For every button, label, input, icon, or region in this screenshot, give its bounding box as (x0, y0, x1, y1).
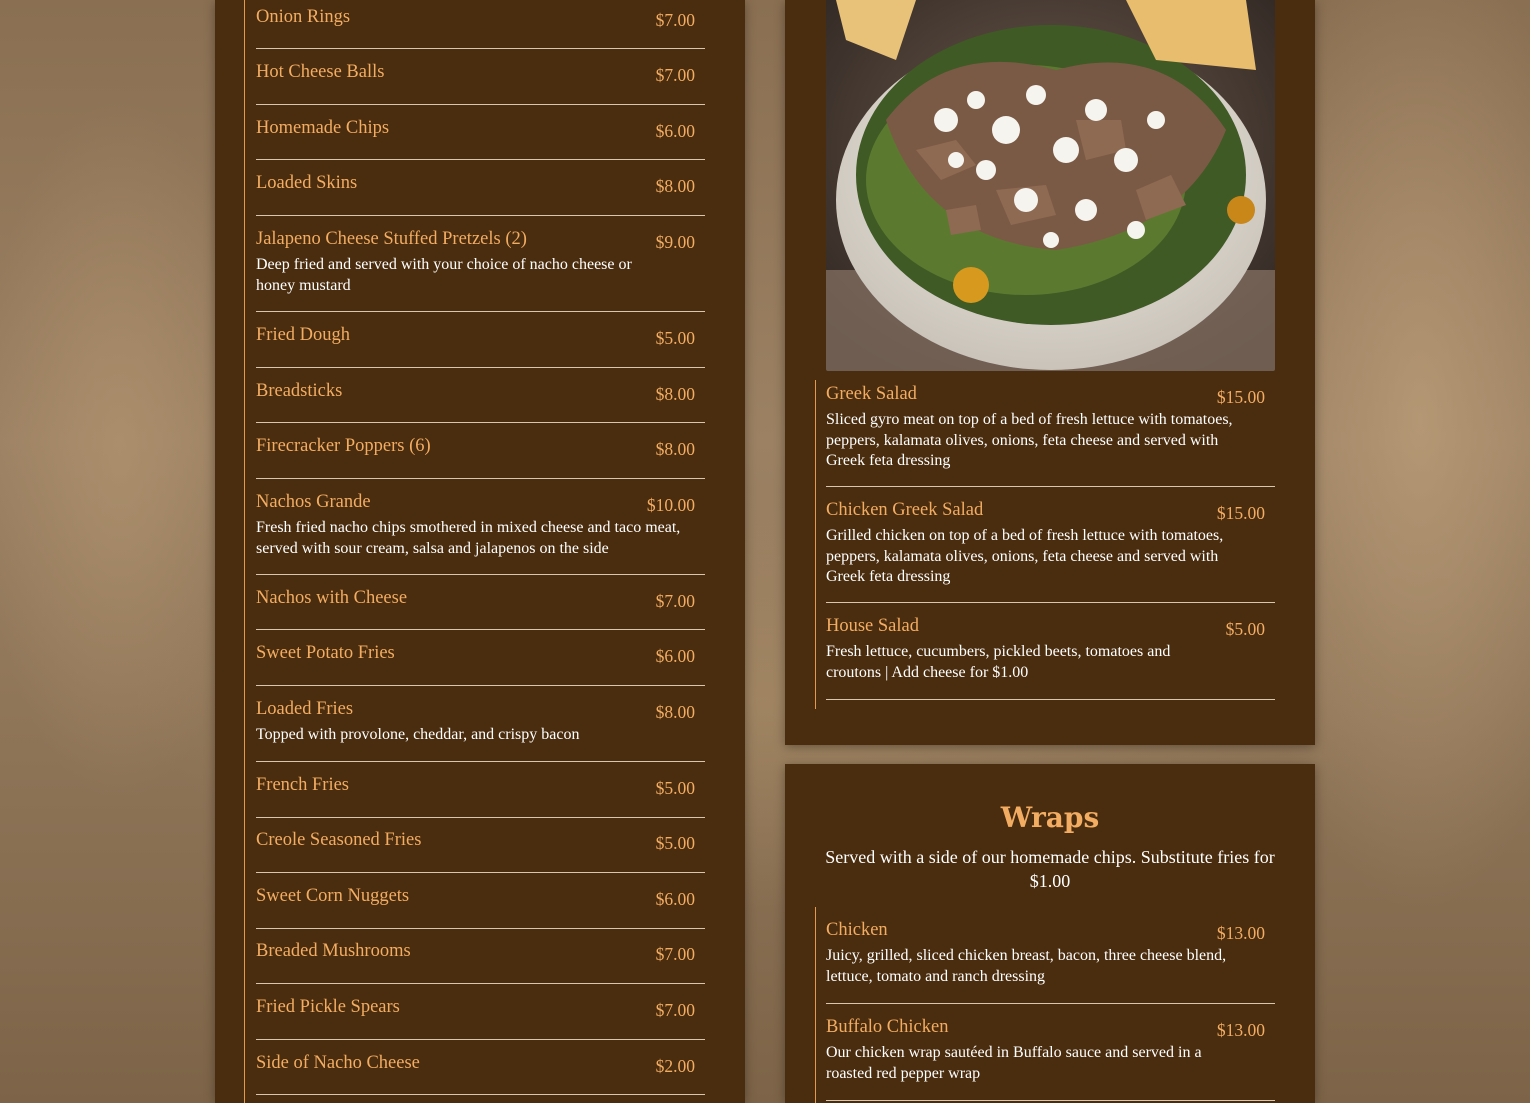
item-price: $5.00 (1225, 619, 1265, 639)
menu-item (826, 382, 1275, 487)
menu-item (826, 1015, 1275, 1101)
menu-item (256, 1051, 705, 1095)
item-name: House Salad (826, 616, 919, 636)
item-price: $7.00 (655, 1000, 695, 1020)
item-name: Fried Dough (256, 325, 351, 345)
item-name: Buffalo Chicken (826, 1017, 949, 1037)
menu-item (256, 697, 705, 762)
wraps-rail (815, 907, 816, 1103)
item-description: Juicy, grilled, sliced chicken breast, bacon, three cheese blend, lettuce, tomato and ranch dressing (826, 947, 1227, 985)
greek-salad-photo (826, 0, 1275, 371)
item-price: $10.00 (646, 495, 695, 515)
menu-item (256, 773, 705, 818)
menu-item (256, 641, 705, 686)
menu-item (256, 60, 705, 105)
item-price: $8.00 (655, 384, 695, 404)
section-note: Served with a side of our homemade chips. Substitute fries for $1.00 (825, 847, 1275, 891)
item-name: Breaded Mushrooms (256, 941, 411, 961)
menu-item (256, 995, 705, 1040)
item-price: $15.00 (1216, 503, 1265, 523)
salads-rail (815, 380, 816, 709)
item-price: $7.00 (655, 10, 695, 30)
item-description: Topped with provolone, cheddar, and crispy bacon (256, 726, 580, 743)
item-description: Deep fried and served with your choice of nacho cheese or honey mustard (256, 256, 632, 294)
item-price: $13.00 (1216, 1020, 1265, 1040)
item-price: $5.00 (655, 778, 695, 798)
item-name: Firecracker Poppers (6) (256, 436, 431, 456)
item-name: Chicken Greek Salad (826, 500, 984, 520)
menu-item (256, 323, 705, 368)
item-name: Jalapeno Cheese Stuffed Pretzels (2) (256, 229, 527, 249)
menu-item (256, 884, 705, 929)
item-name: French Fries (256, 775, 349, 795)
item-description: Grilled chicken on top of a bed of fresh lettuce with tomatoes, peppers, kalamata olives, onions, feta cheese and served with Greek feta dressing (826, 527, 1224, 585)
menu-item (256, 939, 705, 984)
item-name: Sweet Potato Fries (256, 643, 395, 663)
item-name: Onion Rings (256, 7, 351, 27)
item-name: Nachos Grande (256, 492, 371, 512)
item-description: Sliced gyro meat on top of a bed of fresh lettuce with tomatoes, peppers, kalamata olives, onions, feta cheese and served with Greek feta dressing (826, 411, 1233, 469)
item-name: Breadsticks (256, 381, 343, 401)
item-name: Sweet Corn Nuggets (256, 886, 410, 906)
item-price: $6.00 (655, 121, 695, 141)
item-name: Creole Seasoned Fries (256, 830, 422, 850)
menu-item (826, 498, 1275, 603)
item-price: $7.00 (655, 65, 695, 85)
menu-item (256, 227, 705, 312)
menu-item (256, 434, 705, 479)
item-price: $6.00 (655, 889, 695, 909)
menu-item (256, 828, 705, 873)
item-price: $15.00 (1216, 387, 1265, 407)
item-name: Nachos with Cheese (256, 588, 408, 608)
item-name: Greek Salad (826, 384, 917, 404)
item-price: $13.00 (1216, 923, 1265, 943)
salad-bowl-illustration (826, 0, 1275, 371)
menu-item (256, 379, 705, 423)
item-price: $7.00 (655, 944, 695, 964)
menu-item (256, 171, 705, 216)
appetizers-rail (244, 0, 245, 1103)
item-name: Hot Cheese Balls (256, 62, 385, 82)
item-description: Fresh lettuce, cucumbers, pickled beets, tomatoes and croutons | Add cheese for $1.00 (826, 643, 1171, 681)
item-price: $6.00 (655, 646, 695, 666)
item-name: Loaded Skins (256, 173, 358, 193)
item-price: $8.00 (655, 439, 695, 459)
menu-item (256, 490, 705, 575)
menu-item (826, 614, 1275, 700)
item-price: $2.00 (655, 1056, 695, 1076)
item-price: $7.00 (655, 591, 695, 611)
item-price: $5.00 (655, 328, 695, 348)
item-name: Loaded Fries (256, 699, 354, 719)
menu-item (256, 586, 705, 630)
section-title: Wraps (1000, 801, 1100, 834)
item-description: Our chicken wrap sautéed in Buffalo sauce and served in a roasted red pepper wrap (826, 1044, 1202, 1082)
menu-item (256, 116, 705, 160)
item-name: Chicken (826, 920, 888, 940)
menu-item (256, 5, 705, 49)
item-name: Fried Pickle Spears (256, 997, 400, 1017)
item-name: Side of Nacho Cheese (256, 1053, 420, 1073)
item-price: $5.00 (655, 833, 695, 853)
item-price: $9.00 (655, 232, 695, 252)
menu-item (826, 918, 1275, 1004)
item-price: $8.00 (655, 176, 695, 196)
item-description: Fresh fried nacho chips smothered in mixed cheese and taco meat, served with sour cream, salsa and jalapenos on the side (256, 519, 681, 557)
item-price: $8.00 (655, 702, 695, 722)
item-name: Homemade Chips (256, 118, 390, 138)
